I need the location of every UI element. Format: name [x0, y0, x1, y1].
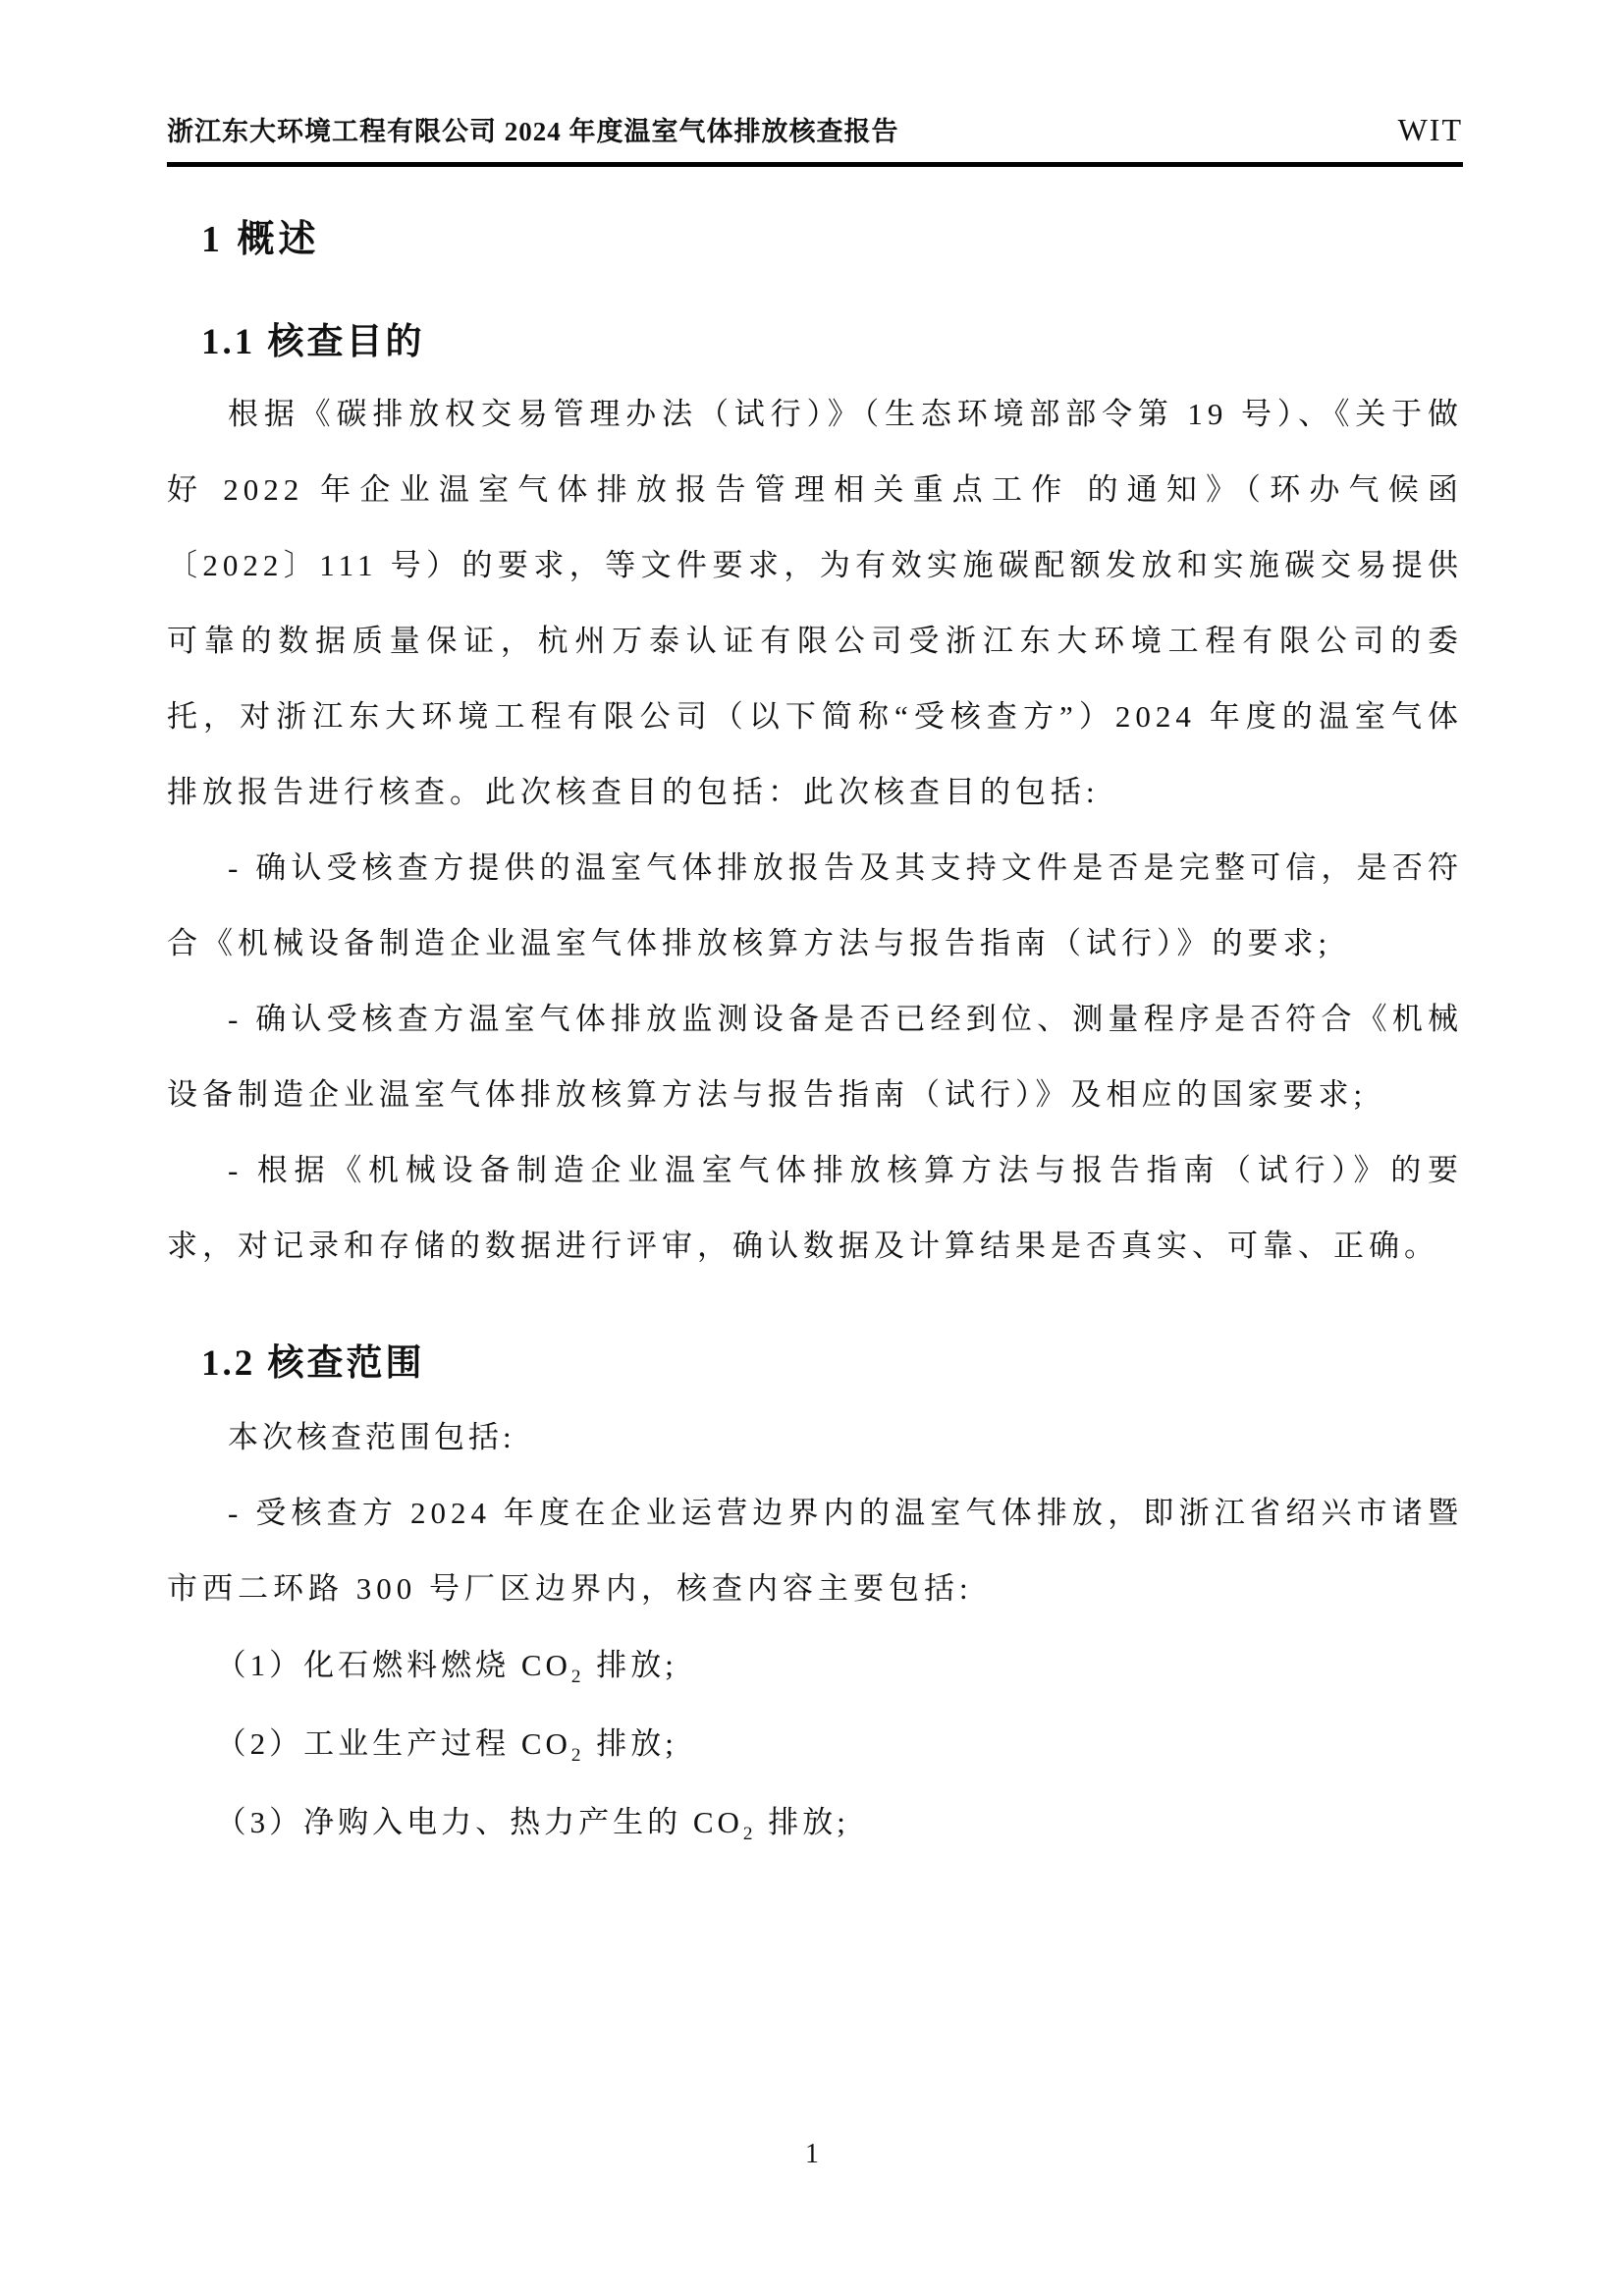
scope-item-1-text: （1）化石燃料燃烧 CO	[215, 1648, 571, 1682]
section-1-2-title: 1.2 核查范围	[201, 1343, 425, 1384]
scope-item-1-suffix: 排放;	[584, 1648, 677, 1682]
scope-intro: 本次核查范围包括:	[228, 1420, 515, 1454]
purpose-text-block	[167, 376, 1463, 1284]
scope-paragraph: - 受核查方 2024 年度在企业运营边界内的温室气体排放，即浙江省绍兴市诸暨市西二环路 300 号厂区边界内，核查内容主要包括:	[167, 1496, 1463, 1606]
scope-item-3-text: （3）净购入电力、热力产生的 CO	[215, 1805, 743, 1839]
scope-item-3-subscript: 2	[742, 1824, 757, 1845]
scope-item-2-text: （2）工业生产过程 CO	[215, 1726, 571, 1761]
purpose-paragraph: 根据《碳排放权交易管理办法（试行）》（生态环境部部令第 19 号）、《关于做好 2022 年企业温室气体排放报告管理相关重点工作 的通知》（环办气候函〔2022〕111 号）的要求，等文件要求，为有效实施碳配额发放和实施碳交易提供可靠的数据质量保证，杭州万泰认证有限公司受浙江东大环境工程有限公司的委托，对浙江东大环境工程有限公司（以下简称“受核查方”）2024 年度的温室气体排放报告进行核查。此次核查目的包括：此次核查目的包括:	[167, 397, 1463, 809]
scope-item-2	[167, 1705, 1463, 1783]
section-1-title: 1 概述	[201, 219, 320, 260]
scope-item-2-subscript: 2	[570, 1745, 585, 1767]
scope-item-3	[167, 1783, 1463, 1862]
purpose-bullet-3: - 根据《机械设备制造企业温室气体排放核算方法与报告指南（试行）》的要求，对记录和存储的数据进行评审，确认数据及计算结果是否真实、可靠、正确。	[167, 1153, 1463, 1263]
purpose-bullet-1: - 确认受核查方提供的温室气体排放报告及其支持文件是否是完整可信，是否符合《机械设备制造企业温室气体排放核算方法与报告指南（试行）》的要求;	[167, 850, 1463, 960]
scope-item-1-subscript: 2	[570, 1667, 585, 1688]
header-logo-text: WIT	[1397, 112, 1463, 147]
header-report-title: 浙江东大环境工程有限公司 2024 年度温室气体排放核查报告	[167, 117, 899, 146]
purpose-bullet-2: - 确认受核查方温室气体排放监测设备是否已经到位、测量程序是否符合《机械设备制造企业温室气体排放核算方法与报告指南（试行）》及相应的国家要求;	[167, 1002, 1463, 1112]
section-1-1-title: 1.1 核查目的	[201, 322, 425, 362]
scope-item-1	[167, 1626, 1463, 1705]
scope-item-2-suffix: 排放;	[584, 1726, 677, 1761]
scope-item-3-suffix: 排放;	[756, 1805, 849, 1839]
page-number: 1	[805, 2139, 819, 2169]
page-header	[167, 110, 1463, 167]
